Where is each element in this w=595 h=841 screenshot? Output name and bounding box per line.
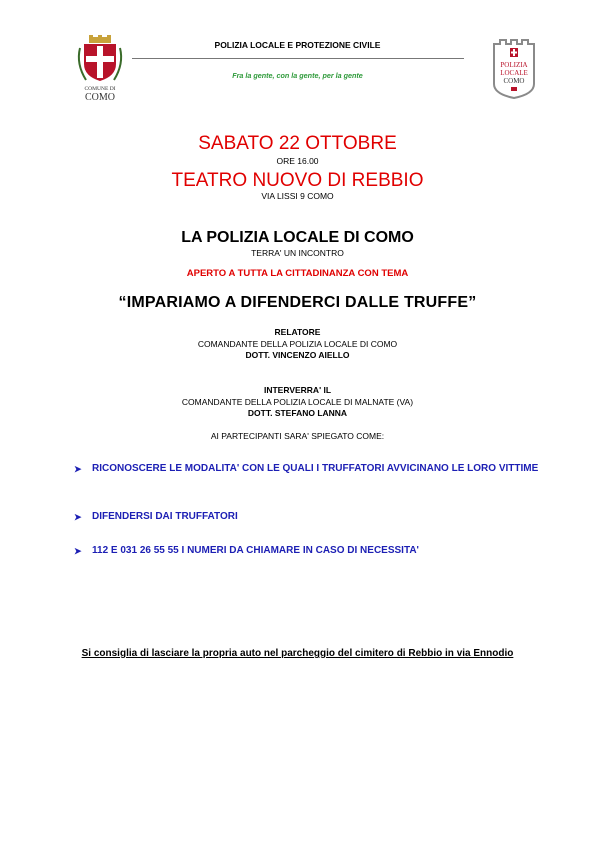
speaker-name: DOTT. VINCENZO AIELLO [245, 350, 350, 360]
guest-name: DOTT. STEFANO LANNA [247, 408, 348, 418]
intro-text: AI PARTECIPANTI SARA' SPIEGATO COME: [210, 431, 385, 441]
left-logo-line2: COMO [84, 92, 116, 102]
parking-note: Si consiglia di lasciare la propria auto nel parcheggio del cimitero di Rebbio in via Ennodio [81, 648, 514, 659]
left-logo-line1: COMUNE DI [84, 86, 116, 92]
header-motto: Fra la gente, con la gente, per la gente [232, 71, 363, 80]
guest-role: COMANDANTE DELLA POLIZIA LOCALE DI MALNATE (VA) [181, 397, 414, 407]
event-date: SABATO 22 OTTOBRE [198, 133, 397, 154]
guest-label: INTERVERRA' IL [263, 385, 332, 395]
event-time: ORE 16.00 [276, 156, 319, 166]
event-venue: TEATRO NUOVO DI REBBIO [171, 170, 424, 191]
polizia-locale-como-logo [486, 32, 542, 100]
organizer-name: LA POLIZIA LOCALE DI COMO [181, 229, 414, 246]
right-logo-line1: POLIZIA [500, 61, 528, 69]
right-logo-line2: LOCALE [500, 69, 528, 77]
event-address: VIA LISSI 9 COMO [261, 191, 334, 201]
organizer-action: TERRA' UN INCONTRO [251, 248, 344, 258]
header-title: POLIZIA LOCALE E PROTEZIONE CIVILE [214, 40, 381, 50]
arrow-bullet-icon: ➤ [74, 546, 82, 556]
arrow-bullet-icon: ➤ [74, 512, 82, 522]
speaker-label: RELATORE [274, 327, 321, 337]
header-divider [132, 58, 464, 59]
speaker-role: COMANDANTE DELLA POLIZIA LOCALE DI COMO [197, 339, 398, 349]
event-theme: “IMPARIAMO A DIFENDERCI DALLE TRUFFE” [118, 294, 477, 311]
arrow-bullet-icon: ➤ [74, 464, 82, 474]
audience-note: APERTO A TUTTA LA CITTADINANZA CON TEMA [186, 268, 409, 279]
right-logo-line3: COMO [503, 77, 525, 85]
comune-di-como-logo [72, 34, 128, 102]
